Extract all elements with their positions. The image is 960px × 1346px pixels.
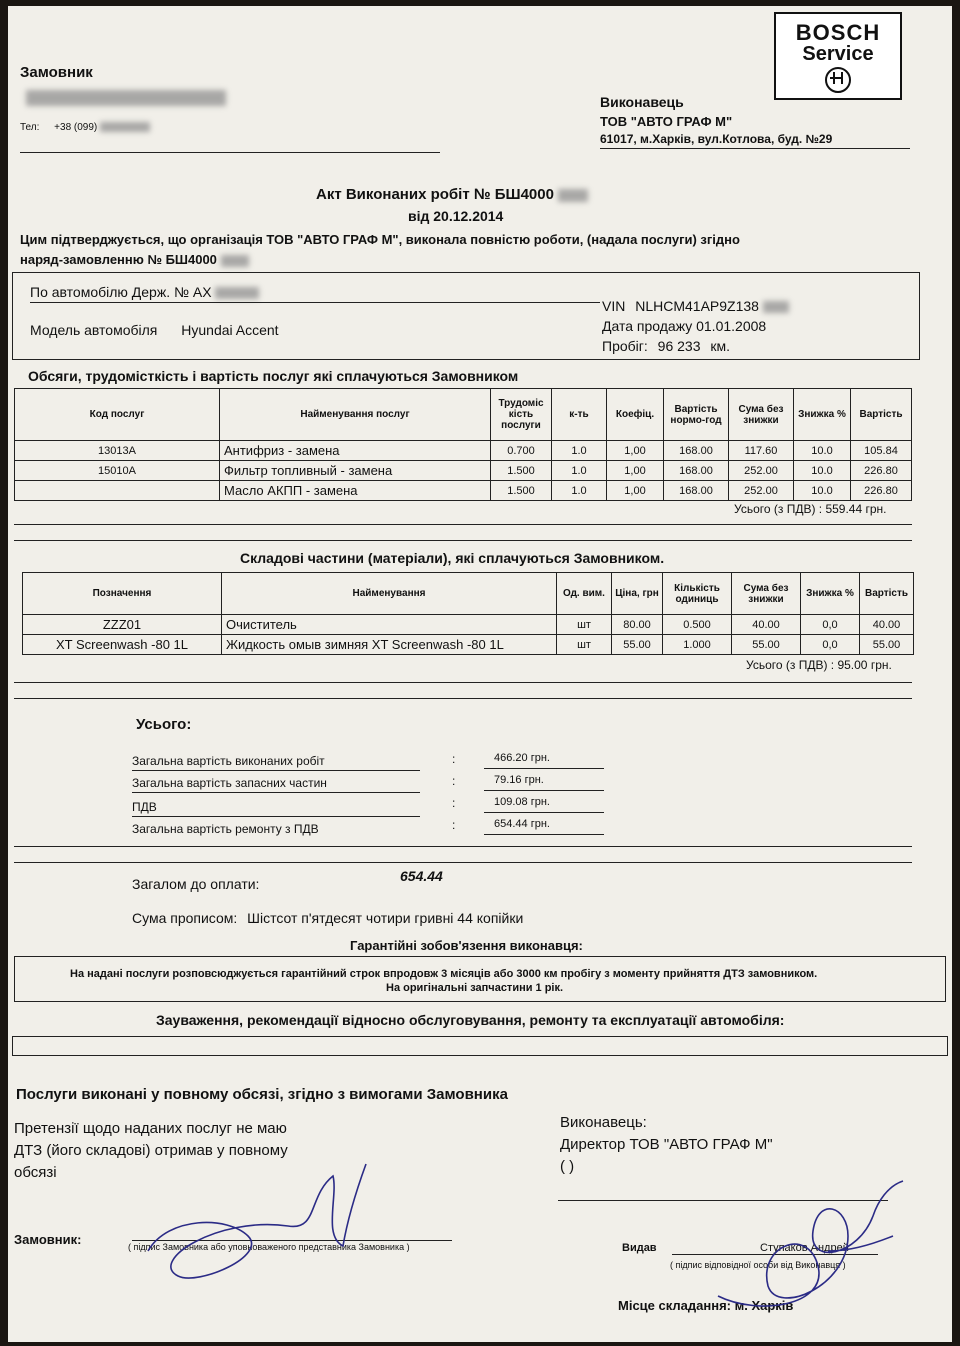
model — [30, 322, 279, 338]
cell: 10.0 — [794, 441, 851, 461]
completed-statement: Послуги виконані у повному обсязі, згідно з вимогами Замовника — [16, 1086, 508, 1103]
logo-line1: BOSCH — [795, 20, 881, 45]
doc-date: від 20.12.2014 — [408, 208, 504, 224]
due-value: 654.44 — [400, 868, 443, 884]
services-header-row — [15, 389, 912, 441]
customer-signature — [138, 1156, 378, 1296]
cell: 1.500 — [491, 461, 552, 481]
mileage — [602, 338, 730, 354]
director: Директор ТОВ "АВТО ГРАФ М" — [560, 1136, 773, 1153]
summary-colon: : — [452, 774, 456, 788]
cell: Масло АКПП - замена — [220, 481, 491, 501]
issuer-name: Ступаков Андрей — [760, 1242, 849, 1254]
cell: 252.00 — [729, 481, 794, 501]
services-col-header: Код послуг — [15, 389, 220, 441]
customer-sign-label: Замовник: — [14, 1232, 82, 1247]
intro-line2 — [20, 252, 249, 267]
summary-label: Загальна вартість запасних частин — [132, 776, 327, 790]
cell: 1.0 — [552, 461, 607, 481]
cell: 0,0 — [801, 615, 860, 635]
plate-redacted — [215, 287, 259, 299]
summary-label: ПДВ — [132, 800, 157, 814]
summary-label: Загальна вартість виконаних робіт — [132, 754, 325, 768]
cell: Антифриз - замена — [220, 441, 491, 461]
mileage-unit: км. — [710, 338, 731, 354]
model-value: Hyundai Accent — [181, 322, 279, 338]
summary-colon: : — [452, 796, 456, 810]
parts-header-row — [23, 573, 914, 615]
order-number-redacted — [221, 255, 249, 267]
executor-name: ТОВ "АВТО ГРАФ М" — [600, 114, 733, 129]
cell: 10.0 — [794, 481, 851, 501]
executor-sign-label: Виконавець: — [560, 1114, 647, 1131]
summary-value: 466.20 грн. — [494, 752, 550, 764]
phone-redacted — [100, 122, 150, 132]
summary-colon: : — [452, 818, 456, 832]
parts-col-header: Кількість одиниць — [663, 573, 732, 615]
parts-col-header: Сума без знижки — [732, 573, 801, 615]
cell: 1.0 — [552, 441, 607, 461]
cell: 226.80 — [851, 461, 912, 481]
doc-title-text: Акт Виконаних робіт № БШ4000 — [316, 186, 554, 203]
vin-redacted — [763, 301, 789, 313]
cell: 10.0 — [794, 461, 851, 481]
cell: 40.00 — [860, 615, 914, 635]
plate-label: По автомобілю Держ. № — [30, 284, 190, 300]
summary-underline — [484, 790, 604, 791]
customer-label: Замовник — [20, 64, 93, 81]
cell: 15010A — [15, 461, 220, 481]
intro-line2-text: наряд-замовленню № БШ4000 — [20, 252, 217, 267]
model-label: Модель автомобіля — [30, 322, 158, 338]
customer-name-redacted — [26, 90, 226, 106]
cell: 168.00 — [664, 481, 729, 501]
cell: 168.00 — [664, 441, 729, 461]
services-col-header: Знижка % — [794, 389, 851, 441]
logo-line2: Service — [802, 43, 874, 65]
customer-underline — [20, 152, 440, 153]
issued-label: Видав — [622, 1242, 657, 1254]
separator-line — [14, 540, 912, 541]
vin — [602, 298, 789, 314]
customer-sign-caption: ( підпис Замовника або уповноваженого представника Замовника ) — [128, 1242, 410, 1252]
summary-label: Загальна вартість ремонту з ПДВ — [132, 822, 319, 836]
cell: 0.700 — [491, 441, 552, 461]
cell: шт — [557, 635, 612, 655]
executor-address: 61017, м.Харків, вул.Котлова, буд. №29 — [600, 132, 833, 146]
executor-label: Виконавець — [600, 94, 684, 110]
cell: 1.500 — [491, 481, 552, 501]
vin-value: NLHCM41AP9Z138 — [635, 298, 759, 314]
cell: 40.00 — [732, 615, 801, 635]
remarks-box — [12, 1036, 948, 1056]
amount-in-words — [132, 910, 523, 926]
claims-line: ДТЗ (його складові) отримав у повному — [14, 1142, 288, 1159]
summary-underline — [484, 834, 604, 835]
remarks-heading: Зауваження, рекомендації відносно обслуговування, ремонту та експлуатації автомобіля: — [156, 1012, 785, 1028]
cell: XT Screenwash -80 1L — [23, 635, 222, 655]
warranty-heading: Гарантійні зобов'язення виконавця: — [350, 938, 583, 953]
separator-line — [14, 862, 912, 863]
cell: 1.000 — [663, 635, 732, 655]
warranty-line1: На надані послуги розповсюджується гарантійний строк впродовж 3 місяців або 3000 км пробігу з моменту прийняття ДТЗ замовником. — [70, 968, 818, 980]
cell: 252.00 — [729, 461, 794, 481]
summary-heading: Усього: — [136, 716, 192, 733]
summary-value: 79.16 грн. — [494, 774, 544, 786]
summary-underline — [484, 768, 604, 769]
plate — [30, 284, 259, 300]
cell: 80.00 — [612, 615, 663, 635]
doc-number-redacted — [558, 189, 588, 202]
separator-line — [14, 524, 912, 525]
cell: 0,0 — [801, 635, 860, 655]
cell: 117.60 — [729, 441, 794, 461]
due-label: Загалом до оплати: — [132, 876, 260, 892]
cell: 1.0 — [552, 481, 607, 501]
parts-col-header: Позначення — [23, 573, 222, 615]
cell: 168.00 — [664, 461, 729, 481]
doc-title — [316, 186, 588, 203]
summary-underline — [484, 812, 604, 813]
services-col-header: Сума без знижки — [729, 389, 794, 441]
warranty-line2: На оригінальні запчастини 1 рік. — [386, 982, 564, 994]
summary-colon: : — [452, 752, 456, 766]
parts-total: Усього (з ПДВ) : 95.00 грн. — [746, 658, 892, 672]
services-heading: Обсяги, трудомісткість і вартість послуг які сплачуються Замовником — [28, 368, 519, 384]
table-row — [15, 481, 912, 501]
summary-underline — [132, 770, 420, 771]
cell: Жидкость омыв зимняя XT Screenwash -80 1L — [222, 635, 557, 655]
cell: 55.00 — [612, 635, 663, 655]
cell: шт — [557, 615, 612, 635]
mileage-value: 96 233 — [657, 338, 701, 354]
director-paren: ( ) — [560, 1158, 575, 1175]
parts-heading: Складові частини (матеріали), які сплачуються Замовником. — [240, 550, 665, 566]
cell — [15, 481, 220, 501]
services-total: Усього (з ПДВ) : 559.44 грн. — [734, 502, 887, 516]
claims-line: обсязі — [14, 1164, 57, 1181]
table-row — [23, 615, 914, 635]
separator-line — [14, 846, 912, 847]
cell: 55.00 — [860, 635, 914, 655]
table-row — [15, 461, 912, 481]
services-col-header: Коефіц. — [607, 389, 664, 441]
claims-line: Претензії щодо наданих послуг не маю — [14, 1120, 287, 1137]
phone-label: Тел: — [20, 122, 40, 133]
place-of-issue: Місце складання: м. Харків — [618, 1298, 794, 1313]
cell: Фильтр топливный - замена — [220, 461, 491, 481]
parts-col-header: Од. вим. — [557, 573, 612, 615]
summary-underline — [132, 792, 420, 793]
services-col-header: Вартість нормо-год — [664, 389, 729, 441]
customer-phone — [20, 122, 150, 133]
vin-label: VIN — [602, 298, 626, 314]
plate-prefix: АХ — [192, 284, 212, 300]
bosch-armature-icon — [825, 67, 851, 93]
services-col-header: Вартість — [851, 389, 912, 441]
executor-underline — [600, 148, 910, 149]
cell: 13013A — [15, 441, 220, 461]
separator-line — [14, 682, 912, 683]
plate-underline — [30, 302, 600, 303]
table-row — [23, 635, 914, 655]
cell: 1,00 — [607, 461, 664, 481]
cell: 1,00 — [607, 481, 664, 501]
services-col-header: к-ть — [552, 389, 607, 441]
parts-col-header: Знижка % — [801, 573, 860, 615]
parts-col-header: Ціна, грн — [612, 573, 663, 615]
phone-prefix: +38 (099) — [54, 122, 98, 133]
cell: 0.500 — [663, 615, 732, 635]
words-label: Сума прописом: — [132, 910, 238, 926]
intro-line1: Цим підтверджується, що організація ТОВ "АВТО ГРАФ М", виконала повністю роботи, (надала послуги) згідно — [20, 232, 740, 247]
summary-value: 109.08 грн. — [494, 796, 550, 808]
cell: 105.84 — [851, 441, 912, 461]
cell: 55.00 — [732, 635, 801, 655]
services-table — [14, 388, 912, 501]
separator-line — [14, 698, 912, 699]
cell: Очиститель — [222, 615, 557, 635]
sale-date: Дата продажу 01.01.2008 — [602, 318, 767, 334]
services-col-header: Найменування послуг — [220, 389, 491, 441]
services-col-header: Трудоміс кість послуги — [491, 389, 552, 441]
act-document — [8, 6, 952, 1342]
summary-underline — [132, 816, 420, 817]
issuer-caption: ( підпис відповідної особи від Виконавця ) — [670, 1260, 846, 1270]
bosch-service-logo — [774, 12, 902, 100]
parts-col-header: Найменування — [222, 573, 557, 615]
parts-col-header: Вартість — [860, 573, 914, 615]
cell: ZZZ01 — [23, 615, 222, 635]
summary-value: 654.44 грн. — [494, 818, 550, 830]
mileage-label: Пробіг: — [602, 338, 648, 354]
cell: 1,00 — [607, 441, 664, 461]
cell: 226.80 — [851, 481, 912, 501]
table-row — [15, 441, 912, 461]
parts-table — [22, 572, 914, 655]
words-value: Шістсот п'ятдесят чотири гривні 44 копійки — [247, 910, 524, 926]
executor-signature — [698, 1176, 918, 1326]
